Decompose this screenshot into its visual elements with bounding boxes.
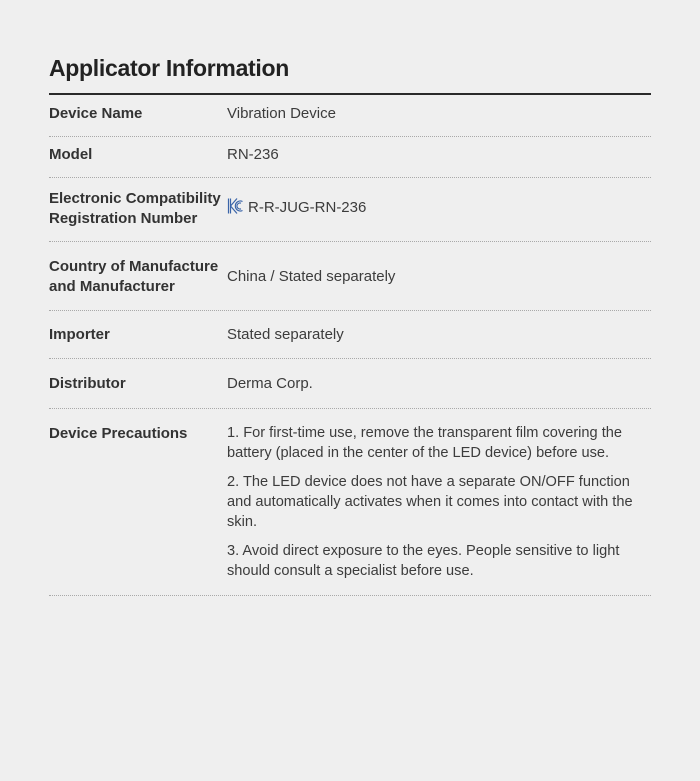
info-row-device-name — [49, 95, 651, 137]
row-label-device-precautions: Device Precautions — [49, 425, 188, 442]
row-label-device-name: Device Name — [49, 105, 143, 122]
row-label-line: Registration Number — [49, 210, 198, 227]
row-label-importer: Importer — [49, 326, 110, 343]
precaution-item: 3. Avoid direct exposure to the eyes. People sensitive to light should consult a specialist before use. — [227, 543, 620, 579]
precaution-item: 1. For first-time use, remove the transparent film covering the battery (placed in the center of the LED device) before use. — [227, 425, 622, 461]
section-title: Applicator Information — [49, 55, 290, 81]
row-value-device-name: Vibration Device — [227, 105, 336, 122]
row-value-distributor: Derma Corp. — [227, 375, 313, 392]
row-label-registration-number — [49, 189, 221, 229]
row-label-model: Model — [49, 146, 93, 163]
kc-certification-mark-icon — [227, 197, 244, 221]
info-row-importer — [49, 311, 651, 359]
row-label-line: and Manufacturer — [49, 278, 175, 295]
row-value-importer: Stated separately — [227, 326, 344, 343]
row-label-line: Country of Manufacture — [49, 258, 219, 275]
info-row-country-of-manufacture — [49, 242, 651, 311]
info-row-model — [49, 137, 651, 178]
info-row-registration-number — [49, 178, 651, 242]
row-value-country-of-manufacture: China / Stated separately — [227, 268, 396, 285]
precaution-item: 2. The LED device does not have a separate ON/OFF function and automatically activates when it comes into contact with the skin. — [227, 474, 633, 530]
row-label-country-of-manufacture — [49, 257, 221, 297]
info-row-distributor — [49, 359, 651, 409]
precautions-list — [227, 423, 651, 590]
row-value-registration-number — [227, 197, 651, 221]
info-row-device-precautions — [49, 409, 651, 596]
row-label-line: Electronic Compatibility — [49, 190, 221, 207]
row-value-model: RN-236 — [227, 146, 279, 163]
row-label-distributor: Distributor — [49, 375, 126, 392]
registration-number-text: R-R-JUG-RN-236 — [248, 199, 367, 216]
